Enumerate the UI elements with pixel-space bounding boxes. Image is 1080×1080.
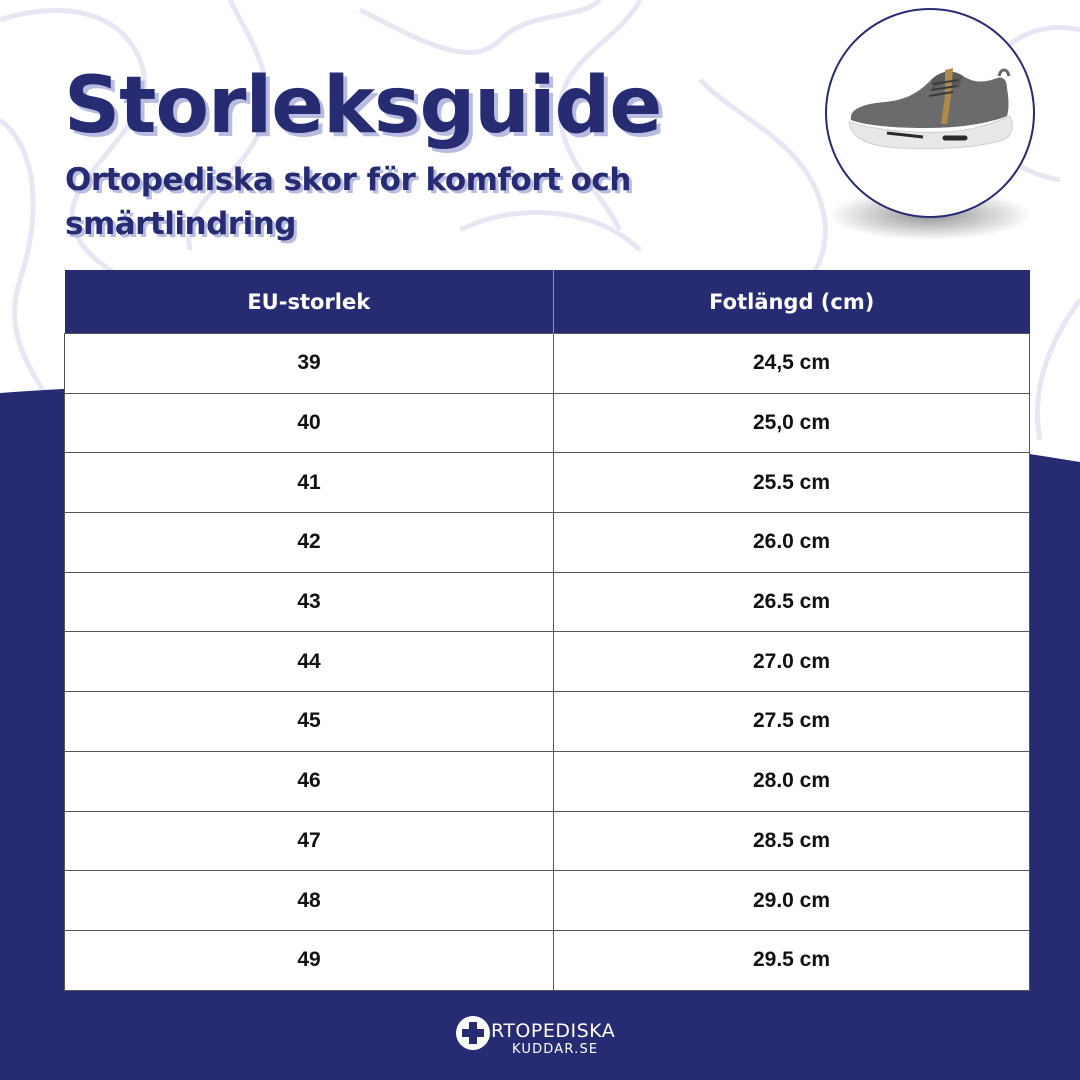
foot-length-cell: 29.5 cm (554, 930, 1030, 990)
table-row (65, 751, 1030, 811)
foot-length-cell: 27.0 cm (554, 632, 1030, 692)
medical-cross-icon (456, 1016, 490, 1050)
page-title: Storleksguide (64, 61, 662, 151)
column-header-foot-length: Fotlängd (cm) (554, 270, 1030, 334)
size-chart-table (64, 270, 1030, 991)
foot-length-cell: 26.0 cm (554, 513, 1030, 573)
foot-length-cell: 28.5 cm (554, 811, 1030, 871)
product-image-circle (825, 8, 1035, 218)
foot-length-cell: 24,5 cm (554, 334, 1030, 394)
eu-size-cell: 44 (65, 632, 554, 692)
eu-size-cell: 49 (65, 930, 554, 990)
table-row (65, 811, 1030, 871)
shoe-icon (827, 10, 1035, 218)
eu-size-cell: 48 (65, 871, 554, 931)
logo-text-bottom: KUDDAR.SE (512, 1042, 599, 1057)
foot-length-cell: 25,0 cm (554, 393, 1030, 453)
table-row (65, 632, 1030, 692)
brand-logo (456, 1014, 626, 1060)
logo-text-top: RTOPEDISKA (491, 1020, 616, 1042)
table-row (65, 930, 1030, 990)
table-row (65, 513, 1030, 573)
eu-size-cell: 40 (65, 393, 554, 453)
table-row (65, 334, 1030, 394)
table-row (65, 572, 1030, 632)
column-header-eu-size: EU-storlek (65, 270, 554, 334)
eu-size-cell: 45 (65, 692, 554, 752)
eu-size-cell: 39 (65, 334, 554, 394)
table-row (65, 393, 1030, 453)
eu-size-cell: 41 (65, 453, 554, 513)
foot-length-cell: 26.5 cm (554, 572, 1030, 632)
table-row (65, 453, 1030, 513)
eu-size-cell: 47 (65, 811, 554, 871)
foot-length-cell: 28.0 cm (554, 751, 1030, 811)
foot-length-cell: 29.0 cm (554, 871, 1030, 931)
foot-length-cell: 25.5 cm (554, 453, 1030, 513)
foot-length-cell: 27.5 cm (554, 692, 1030, 752)
eu-size-cell: 43 (65, 572, 554, 632)
table-row (65, 692, 1030, 752)
table-header-row (65, 270, 1030, 334)
page-subtitle: Ortopediska skor för komfort och smärtlindring (65, 162, 631, 242)
eu-size-cell: 42 (65, 513, 554, 573)
table-row (65, 871, 1030, 931)
eu-size-cell: 46 (65, 751, 554, 811)
